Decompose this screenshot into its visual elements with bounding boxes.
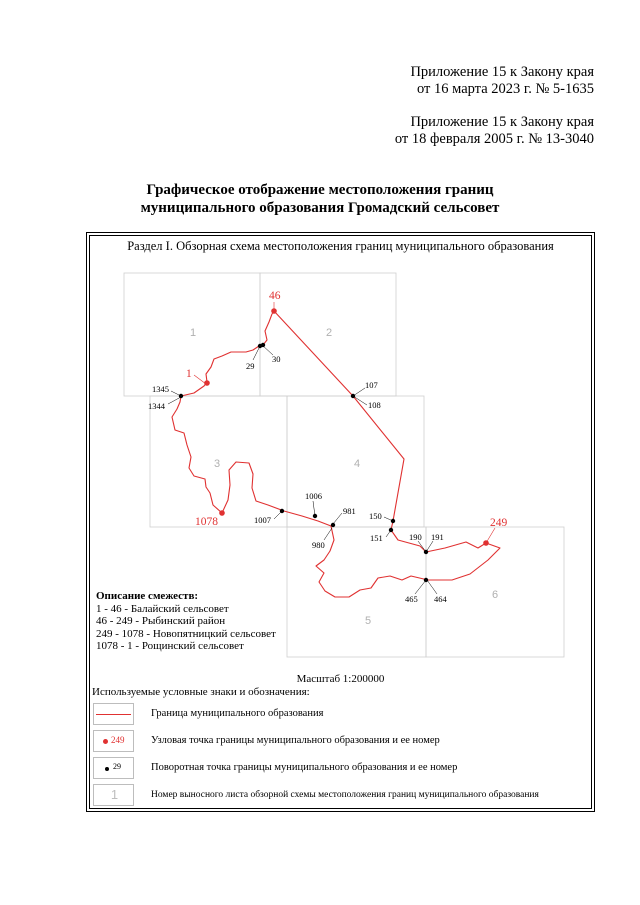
legend-row-sheet-number	[93, 784, 587, 806]
header-line-3: Приложение 15 к Закону края	[410, 114, 594, 130]
adjacency-item: 1078 - 1 - Рощинский сельсовет	[96, 640, 244, 652]
turn-point-151[interactable]	[389, 528, 393, 532]
label-464: 464	[434, 594, 447, 604]
turn-point-30[interactable]	[261, 343, 265, 347]
leader-465	[415, 580, 426, 594]
node-point-1[interactable]	[204, 380, 210, 386]
adjacency-item: 249 - 1078 - Новопятницкий сельсовет	[96, 627, 276, 640]
sheet-number-2[interactable]: 2	[326, 327, 333, 339]
turn-point-150[interactable]	[391, 519, 395, 523]
section-title: Раздел I. Обзорная схема местоположения границ муниципального образования	[127, 239, 554, 253]
legend-swatch-sheet-number	[93, 784, 134, 806]
label-191: 191	[431, 532, 444, 542]
leader-981	[333, 513, 342, 524]
legend-text-turn-point: Поворотная точка границы муниципального образования и ее номер	[151, 762, 458, 773]
label-node-1: 1	[186, 368, 192, 380]
adjacency-item: 1 - 46 - Балайский сельсовет	[96, 602, 229, 615]
label-981: 981	[343, 506, 356, 516]
adjacency-title: Описание смежеств:	[96, 590, 199, 602]
legend-text-sheet-number: Номер выносного листа обзорной схемы местоположения границ муниципального образования	[151, 790, 539, 800]
black-dot-symbol	[105, 767, 109, 771]
legend-text-node-point: Узловая точка границы муниципального образования и ее номер	[151, 735, 440, 746]
header-line-1: Приложение 15 к Закону края	[410, 64, 594, 80]
leader-464	[427, 580, 437, 594]
legend-swatch-boundary	[93, 703, 134, 725]
sheet-number-4[interactable]: 4	[354, 458, 361, 470]
turn-point-465[interactable]	[424, 578, 428, 582]
legend-row-boundary	[93, 703, 587, 725]
turn-point-190[interactable]	[424, 550, 428, 554]
sheet-number-6[interactable]: 6	[492, 589, 499, 601]
page-title-line-1: Графическое отображение местоположения границ	[146, 182, 494, 198]
node-point-1078[interactable]	[219, 510, 225, 516]
label-node-46: 46	[269, 290, 281, 302]
label-151: 151	[370, 533, 383, 543]
legend-turn-sample-number: 29	[113, 762, 121, 771]
adjacency-item: 46 - 249 - Рыбинский район	[96, 615, 226, 627]
label-980: 980	[312, 540, 325, 550]
legend-row-turn-point	[93, 757, 587, 779]
legend-row-node-point	[93, 730, 587, 752]
label-node-249: 249	[490, 517, 508, 529]
label-465: 465	[405, 594, 418, 604]
label-107: 107	[365, 380, 378, 390]
label-29: 29	[246, 361, 255, 371]
sheet-number-5[interactable]: 5	[365, 615, 372, 627]
sheet-number-3[interactable]: 3	[214, 458, 221, 470]
label-node-1078: 1078	[195, 516, 218, 528]
label-190: 190	[409, 532, 422, 542]
turn-point-1006[interactable]	[313, 514, 317, 518]
node-point-46[interactable]	[271, 308, 277, 314]
legend-heading: Используемые условные знаки и обозначения:	[92, 686, 310, 698]
label-1344: 1344	[148, 401, 165, 411]
map-scale: Масштаб 1:200000	[296, 673, 385, 685]
legend-swatch-node-point	[93, 730, 134, 752]
legend-swatch-turn-point	[93, 757, 134, 779]
sheet-number-1[interactable]: 1	[190, 327, 197, 339]
adjacency-description	[96, 590, 276, 653]
leader-node-1	[194, 375, 206, 384]
turn-point-1345[interactable]	[179, 394, 183, 398]
header-line-2: от 16 марта 2023 г. № 5-1635	[416, 81, 594, 97]
label-1007: 1007	[254, 515, 271, 525]
leader-980	[324, 528, 332, 540]
red-dot-symbol	[103, 739, 108, 744]
legend-node-sample-number: 249	[111, 735, 125, 745]
node-point-249[interactable]	[483, 540, 489, 546]
label-150: 150	[369, 511, 382, 521]
municipal-boundary	[172, 311, 500, 597]
red-line-symbol	[96, 714, 131, 715]
label-1345: 1345	[152, 384, 169, 394]
turn-point-1007[interactable]	[280, 509, 284, 513]
legend-sheet-sample-number: 1	[110, 787, 119, 802]
page-title-line-2: муниципального образования Громадский сельсовет	[140, 200, 500, 216]
turn-point-107[interactable]	[351, 394, 355, 398]
leader-1006	[313, 501, 315, 516]
turn-point-981[interactable]	[331, 523, 335, 527]
label-1006: 1006	[305, 491, 322, 501]
header-line-4: от 18 февраля 2005 г. № 13-3040	[394, 131, 594, 147]
leader-108	[353, 396, 367, 405]
label-108: 108	[368, 400, 381, 410]
legend-text-boundary: Граница муниципального образования	[151, 708, 324, 719]
label-30: 30	[272, 354, 281, 364]
